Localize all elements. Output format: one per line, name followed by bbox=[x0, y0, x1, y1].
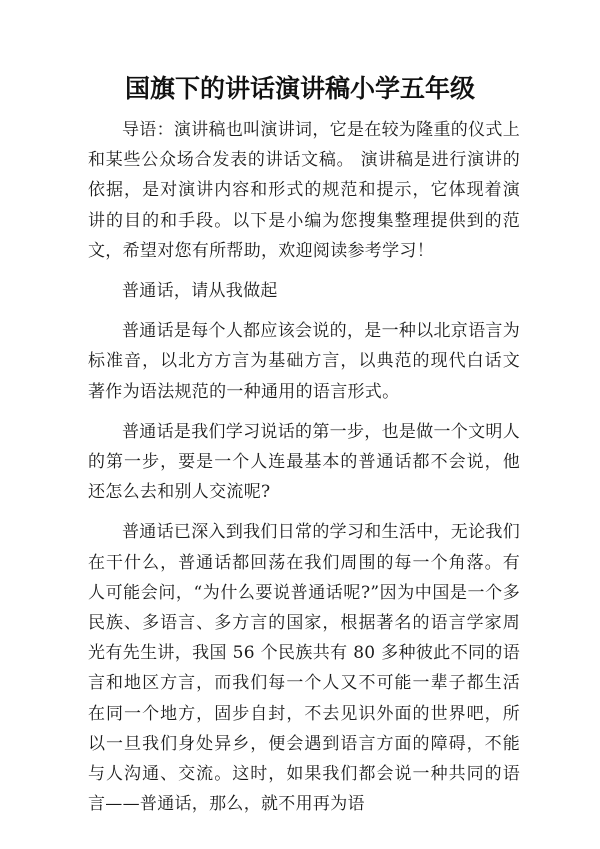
body-paragraph: 普通话是我们学习说话的第一步，也是做一个文明人的第一步，要是一个人连最基本的普通话都不会说，他还怎么去和别人交流呢? bbox=[88, 421, 520, 503]
document-body bbox=[88, 115, 520, 819]
intro-paragraph: 导语：演讲稿也叫演讲词，它是在较为隆重的仪式上和某些公众场合发表的讲话文稿。 演讲稿是进行演讲的依据，是对演讲内容和形式的规范和提示，它体现着演讲的目的和手段。以下是小编为您搜集整理提供到的范文，希望对您有所帮助，欢迎阅读参考学习！ bbox=[88, 120, 520, 261]
section-heading: 普通话，请从我做起 bbox=[122, 281, 278, 302]
body-paragraph: 普通话已深入到我们日常的学习和生活中，无论我们在干什么，普通话都回荡在我们周围的每一个角落。有人可能会问，“为什么要说普通话呢?”因为中国是一个多民族、多语言、多方言的国家，根据著名的语言学家周光有先生讲，我国 56 个民族共有 80 多种彼此不同的语言和地区方言，而我们每一个人又不可能一辈子都生活在同一个地方，固步自封，不去见识外面的世界吧，所以一旦我们身处异乡，便会遇到语言方面的障碍，不能与人沟通、交流。这时，如果我们都会说一种共同的语言——普通话，那么，就不用再为语 bbox=[88, 522, 520, 815]
document-title: 国旗下的讲话演讲稿小学五年级 bbox=[124, 74, 475, 103]
body-paragraph: 普通话是每个人都应该会说的，是一种以北京语言为标准音，以北方方言为基础方言，以典范的现代白话文著作为语法规范的一种通用的语言形式。 bbox=[88, 321, 520, 402]
